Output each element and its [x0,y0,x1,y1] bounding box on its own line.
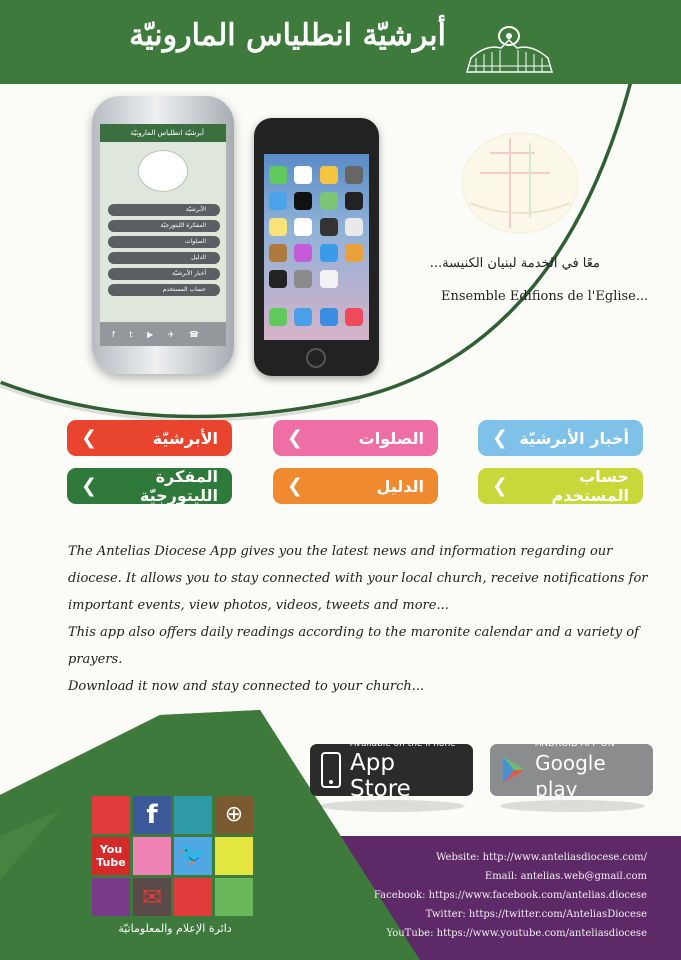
safari-app-icon [320,308,338,326]
diocese-logo-icon [462,14,557,76]
android-social-icons: f t ▶ ✈ ☎ [112,330,205,339]
newsstand-app-icon [269,244,287,262]
android-menu-item: حساب المستخدم [108,284,220,296]
app-logo-icon [138,150,188,192]
slogan-arabic: معًا في الخدمة لبنيان الكنيسة... [429,256,600,271]
watermark-logo-icon [440,128,600,238]
stocks-app-icon [320,218,338,236]
google-play-icon [500,753,527,787]
iphone-icon [320,752,342,788]
button-diocese[interactable] [67,420,232,456]
iphone-app-grid [269,166,365,326]
calendar-app-icon [294,166,312,184]
videos-app-icon [345,192,363,210]
tile-yellow [215,837,253,875]
tile-red-2 [174,878,212,916]
facebook-icon[interactable]: f [133,796,171,834]
button-directory-label: الدليل [376,476,424,496]
settings-app-icon [294,270,312,288]
mail-app-icon [294,308,312,326]
button-prayers-label: الصلوات [358,428,424,448]
compass-app-icon [269,270,287,288]
contact-twitter[interactable]: Twitter: https://twitter.com/AnteliasDiocese [425,909,647,920]
google-play-small-text: ANDROID APP ON [535,738,615,749]
contact-email[interactable]: Email: antelias.web@gmail.com [484,871,647,882]
chevron-left-icon: ❯ [287,427,303,449]
photos-app-icon [320,166,338,184]
contact-facebook[interactable]: Facebook: https://www.facebook.com/antelias.diocese [373,890,647,901]
android-menu-item: أخبار الأبرشيّة [108,268,220,280]
maps-app-icon [320,192,338,210]
tile-pink [133,837,171,875]
google-play-badge[interactable] [490,738,653,801]
diocese-title: أبرشيّة انطلياس المارونيّة [129,18,446,53]
contact-youtube[interactable]: YouTube: https://www.youtube.com/anteliasdiocese [386,928,647,939]
header-bar [0,0,681,84]
youtube-icon[interactable]: You Tube [92,837,130,875]
button-diocese-news[interactable] [478,420,643,456]
chevron-left-icon: ❯ [287,475,303,497]
android-screen [100,124,226,346]
music-app-icon [345,308,363,326]
slogan-french: Ensemble Edifions de l'Eglise... [441,289,649,304]
contact-website[interactable]: Website: http://www.anteliasdiocese.com/ [436,852,647,863]
app-description [68,538,658,700]
clock-app-icon [294,192,312,210]
chevron-left-icon: ❯ [81,427,97,449]
app-store-app-icon [320,244,338,262]
chevron-left-icon: ❯ [492,427,508,449]
google-play-big-text: Google play [535,750,606,801]
button-user-account-label: حساب المستخدم [551,467,629,505]
game-center-app-icon [345,218,363,236]
globe-icon[interactable]: ⊕ [215,796,253,834]
app-store-small-text: Available on the iPhone [350,738,456,749]
weather-app-icon [269,192,287,210]
android-menu-item: المفكرة الليتورجيّة [108,220,220,232]
passbook-app-icon [345,244,363,262]
itunes-app-icon [294,244,312,262]
button-liturgical-calendar[interactable] [67,468,232,504]
iphone-screen [264,154,369,340]
description-paragraph: Download it now and stay connected to your church... [68,679,425,694]
chevron-left-icon: ❯ [492,475,508,497]
contact-info [347,848,647,943]
badge-shadow [320,800,465,812]
badge-shadow [500,800,645,812]
department-label: دائرة الإعلام والمعلوماتيّة [118,922,232,935]
android-menu [108,204,220,300]
android-menu-item: الأبرشيّة [108,204,220,216]
diocese-app-icon [320,270,338,288]
camera-app-icon [345,166,363,184]
mail-icon[interactable]: ✉ [133,878,171,916]
notes-app-icon [269,218,287,236]
iphone-mockup [254,118,379,376]
description-paragraph: This app also offers daily readings according to the maronite calendar and a variety of prayers. [68,625,639,667]
button-directory[interactable] [273,468,438,504]
tile-purple [92,878,130,916]
app-store-big-text: App Store [350,749,411,802]
button-diocese-news-label: أخبار الأبرشيّة [519,428,629,448]
button-liturgical-calendar-label: المفكرة الليتورجيّة [139,467,218,505]
android-app-title: أبرشيّة انطلياس المارونيّة [100,124,226,142]
button-user-account[interactable] [478,468,643,504]
messages-app-icon [269,166,287,184]
button-diocese-label: الأبرشيّة [152,428,218,448]
iphone-home-button [306,348,326,368]
button-prayers[interactable] [273,420,438,456]
phone-app-icon [269,308,287,326]
description-paragraph: The Antelias Diocese App gives you the latest news and information regarding our diocese. It allows you to stay connected with your local church, receive notifications for important events, view photos, videos, tweets and more... [68,544,648,613]
chevron-left-icon: ❯ [81,475,97,497]
android-phone-mockup [92,96,234,374]
tile-green [215,878,253,916]
tile-red [92,796,130,834]
reminders-app-icon [294,218,312,236]
android-menu-item: الدليل [108,252,220,264]
app-store-badge[interactable] [310,738,473,802]
tile-teal [174,796,212,834]
android-menu-item: الصلوات [108,236,220,248]
twitter-icon[interactable]: 🐦 [174,837,212,875]
